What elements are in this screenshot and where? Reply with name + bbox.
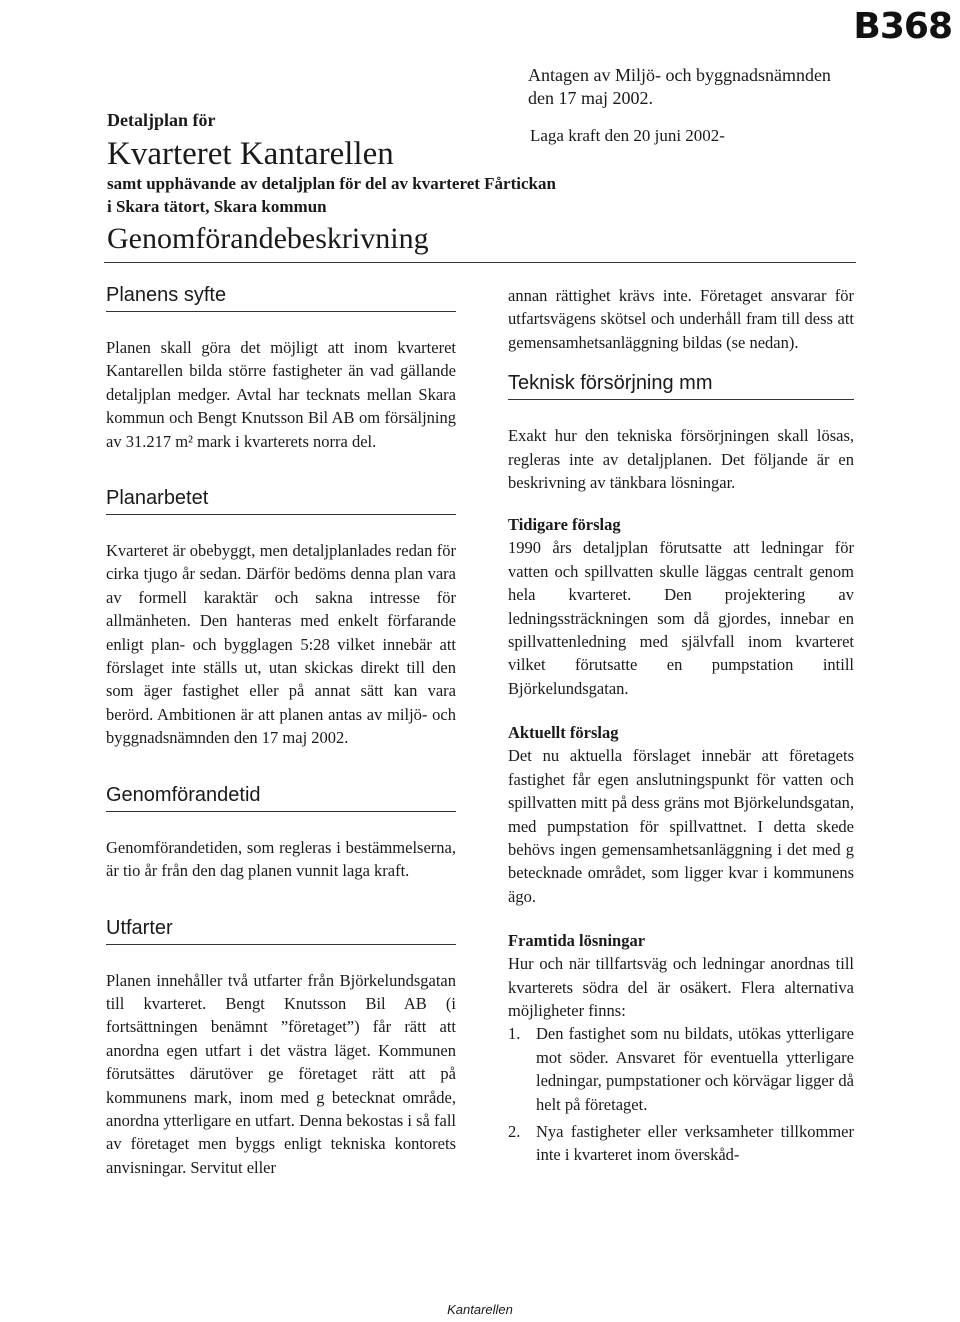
title-prefix: Detaljplan för xyxy=(107,110,216,130)
list-item-number: 1. xyxy=(508,1024,521,1044)
right-column xyxy=(508,284,854,1167)
subheading-framtida-losningar: Framtida lösningar xyxy=(508,931,646,951)
subheading-tidigare-forslag: Tidigare förslag xyxy=(508,515,621,535)
section-heading-utfarter: Utfarter xyxy=(106,917,456,945)
page-title: Kvarteret Kantarellen xyxy=(107,136,394,172)
left-column xyxy=(106,284,456,1179)
continued-text: annan rättighet krävs inte. Företaget ansvarar för utfartsvägens skötsel och underhåll fram till dess att gemensamhetsanläggning bildas (se nedan). xyxy=(508,286,854,352)
text-framtida-losningar: Hur och när tillfartsväg och ledningar anordnas till kvarterets södra del är osäkert. Flera alternativa möjligheter finns: xyxy=(508,954,854,1020)
section-text-utfarter: Planen innehåller två utfarter från Björkelundsgatan till kvarteret. Bengt Knutsson Bil AB (i fortsättningen benämnt ”företaget”) får rätt att anordna egen utfart i det västra läget. Kommunen förutsättes därutöver ge företaget rätt att på kommunens mark, inom med g betecknat område, anordna ytterligare en utfart. Denna bekostas i så fall av företaget men byggs enligt tekniska kontorets anvisningar. Servitut eller xyxy=(106,970,456,1177)
section-heading-planarbetet: Planarbetet xyxy=(106,487,456,515)
list-item-text: Den fastighet som nu bildats, utökas ytterligare mot söder. Ansvaret för eventuella ytterligare ledningar, pumpstationer och körvägar ligger då helt på företaget. xyxy=(536,1024,854,1114)
subheading-aktuellt-forslag: Aktuellt förslag xyxy=(508,723,619,743)
text-tidigare-forslag: 1990 års detaljplan förutsatte att ledningar för vatten och spillvatten skulle läggas centralt genom hela kvarteret. Den projektering av ledningssträckningen som då gjordes, innebar en spillvattenledning med självfall inom kvarteret vilket förutsatte en pumpstation intill Björkelundsgatan. xyxy=(508,538,854,698)
list-item xyxy=(508,1022,854,1116)
section-text-planarbetet: Kvarteret är obebyggt, men detaljplanlades redan för cirka tjugo år sedan. Därför bedöms denna plan vara av formell karaktär och sakna intresse för allmänheten. Den hanteras med enkelt förfarande enligt plan- och bygglagen 5:28 vilket innebär att förslaget inte ställs ut, utan skickas direkt till den som äger fastighet eller på annat sätt kan vara berörd. Ambitionen är att planen antas av miljö- och byggnadsnämnden den 17 maj 2002. xyxy=(106,541,456,748)
page-footer: Kantarellen xyxy=(447,1302,513,1317)
in-force-note: Laga kraft den 20 juni 2002- xyxy=(530,126,725,145)
text-aktuellt-forslag: Det nu aktuella förslaget innebär att företagets fastighet får egen anslutningspunkt för vatten och spillvatten mitt på dess gräns mot Björkelundsgatan, med pumpstation för spillvattnet. I detta skede behövs ingen gemensamhetsanläggning i det med g betecknade området, som ligger kvar i kommunens ägo. xyxy=(508,746,854,906)
section-heading-planens-syfte: Planens syfte xyxy=(106,284,456,312)
title-subtitle xyxy=(107,172,556,218)
document-type-heading: Genomförandebeskrivning xyxy=(107,222,429,255)
adoption-line-2: den 17 maj 2002. xyxy=(528,88,653,108)
adoption-note xyxy=(528,64,831,110)
list-item xyxy=(508,1120,854,1167)
section-heading-teknisk-forsorjning: Teknisk försörjning mm xyxy=(508,372,854,400)
subtitle-line-2: i Skara tätort, Skara kommun xyxy=(107,197,327,216)
section-text-planens-syfte: Planen skall göra det möjligt att inom kvarteret Kantarellen bilda större fastigheter än vad gällande detaljplan medger. Avtal har tecknats mellan Skara kommun och Bengt Knutsson Bil AB om försäljning av 31.217 m² mark i kvarterets norra del. xyxy=(106,338,456,451)
section-text-teknisk-forsorjning: Exakt hur den tekniska försörjningen skall lösas, regleras inte av detaljplanen. Det följande är en beskrivning av tänkbara lösningar. xyxy=(508,426,854,493)
document-code: B368 xyxy=(853,6,952,47)
section-text-genomforandetid: Genomförandetiden, som regleras i bestämmelserna, är tio år från den dag planen vunnit laga kraft. xyxy=(106,837,456,881)
subtitle-line-1: samt upphävande av detaljplan för del av kvarteret Fårtickan xyxy=(107,174,556,193)
list-item-number: 2. xyxy=(508,1121,521,1141)
adoption-line-1: Antagen av Miljö- och byggnadsnämnden xyxy=(528,65,831,85)
alternatives-list xyxy=(508,1022,854,1166)
title-divider xyxy=(104,262,856,263)
section-heading-genomforandetid: Genomförandetid xyxy=(106,784,456,812)
list-item-text: Nya fastigheter eller verksamheter tillkommer inte i kvarteret inom överskåd- xyxy=(536,1121,854,1165)
